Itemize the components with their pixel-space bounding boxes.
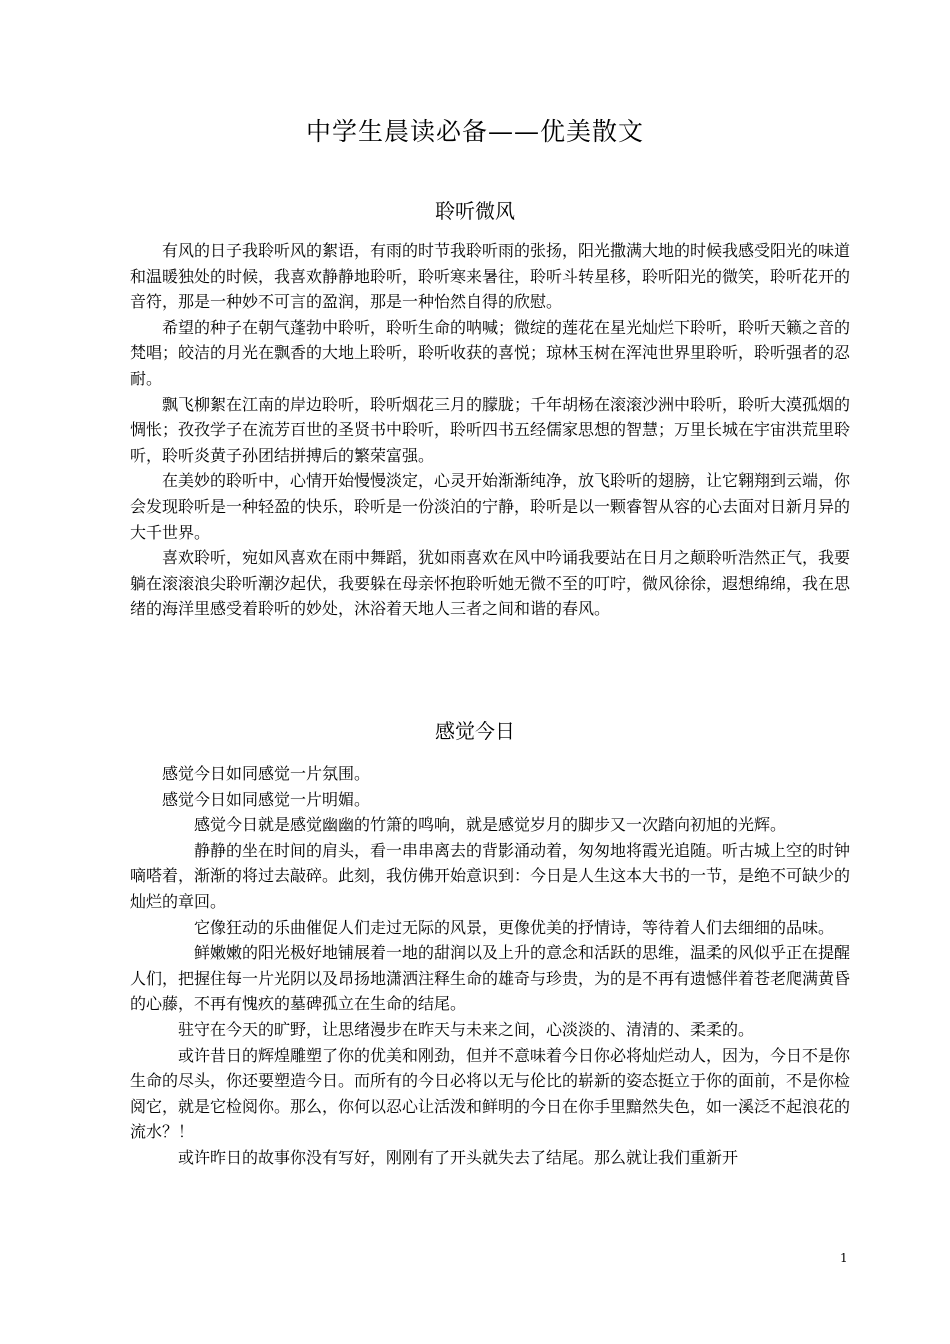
- paragraph: 希望的种子在朝气蓬勃中聆听，聆听生命的呐喊；微绽的莲花在星光灿烂下聆听，聆听天籁之音的梵唱；皎洁的月光在飘香的大地上聆听，聆听收获的喜悦；琼林玉树在浑沌世界里聆听，聆听强者的忍耐。: [130, 317, 851, 388]
- paragraph: 或许昔日的辉煌雕塑了你的优美和刚劲，但并不意味着今日你必将灿烂动人，因为，今日不是你生命的尽头，你还要塑造今日。而所有的今日必将以无与伦比的崭新的姿态挺立于你的面前，不是你检阅它，就是它检阅你。那么，你何以忍心让活泼和鲜明的今日在你手里黯然失色，如一溪泛不起浪花的流水？！: [130, 1045, 851, 1142]
- paragraph: 有风的日子我聆听风的絮语，有雨的时节我聆听雨的张扬，阳光撒满大地的时候我感受阳光的味道和温暖独处的时候，我喜欢静静地聆听，聆听寒来暑往，聆听斗转星移，聆听阳光的微笑，聆听花开的音符，那是一种妙不可言的盈润，那是一种怡然自得的欣慰。: [130, 241, 851, 312]
- paragraph: 它像狂动的乐曲催促人们走过无际的风景，更像优美的抒情诗，等待着人们去细细的品味。: [194, 917, 835, 937]
- paragraph: 在美妙的聆听中，心情开始慢慢淡定，心灵开始渐渐纯净，放飞聆听的翅膀，让它翱翔到云端，你会发现聆听是一种轻盈的快乐，聆听是一份淡泊的宁静，聆听是以一颗睿智从容的心去面对日新月异的大千世界。: [130, 471, 851, 542]
- paragraph: 感觉今日如同感觉一片明媚。: [162, 789, 371, 809]
- document-title: 中学生晨读必备——优美散文: [305, 117, 644, 146]
- paragraph: 或许昨日的故事你没有写好，刚刚有了开头就失去了结尾。那么就让我们重新开: [178, 1147, 739, 1167]
- section-body-feeling-today: [130, 761, 850, 1171]
- paragraph: 鲜嫩嫩的阳光极好地铺展着一地的甜润以及上升的意念和活跃的思维，温柔的风似乎正在提醒人们，把握住每一片光阴以及昂扬地潇洒注释生命的雄奇与珍贵，为的是不再有遗憾伴着苍老爬满黄昏的心藤，不再有愧疚的墓碑孤立在生命的结尾。: [130, 943, 851, 1014]
- section-heading-listening-breeze: 聆听微风: [435, 199, 515, 223]
- paragraph: 驻守在今天的旷野，让思绪漫步在昨天与未来之间，心淡淡的、清清的、柔柔的。: [178, 1019, 755, 1039]
- page-number: 1: [840, 1251, 848, 1265]
- paragraph: 喜欢聆听，宛如风喜欢在雨中舞蹈，犹如雨喜欢在风中吟诵我要站在日月之颠聆听浩然正气，我要躺在滚滚浪尖聆听潮汐起伏，我要躲在母亲怀抱聆听她无微不至的叮咛，微风徐徐，遐想绵绵，我在思绪的海洋里感受着聆听的妙处，沐浴着天地人三者之间和谐的春风。: [130, 548, 851, 619]
- paragraph: 飘飞柳絮在江南的岸边聆听，聆听烟花三月的朦胧；千年胡杨在滚滚沙洲中聆听，聆听大漠孤烟的惆怅；孜孜学子在流芳百世的圣贤书中聆听，聆听四书五经儒家思想的智慧；万里长城在宇宙洪荒里聆听，聆听炎黄子孙团结拼搏后的繁荣富强。: [130, 394, 851, 465]
- paragraph: 感觉今日就是感觉幽幽的竹箫的鸣响，就是感觉岁月的脚步又一次踏向初旭的光辉。: [194, 815, 787, 835]
- paragraph: 静静的坐在时间的肩头，看一串串离去的背影涌动着，匆匆地将霞光追随。听古城上空的时钟嘀嗒着，渐渐的将过去敲碎。此刻，我仿佛开始意识到：今日是人生这本大书的一节，是绝不可缺少的灿烂的章回。: [130, 840, 851, 911]
- section-heading-feeling-today: 感觉今日: [435, 719, 515, 743]
- paragraph: 感觉今日如同感觉一片氛围。: [162, 764, 371, 783]
- section-body-listening-breeze: [130, 238, 850, 622]
